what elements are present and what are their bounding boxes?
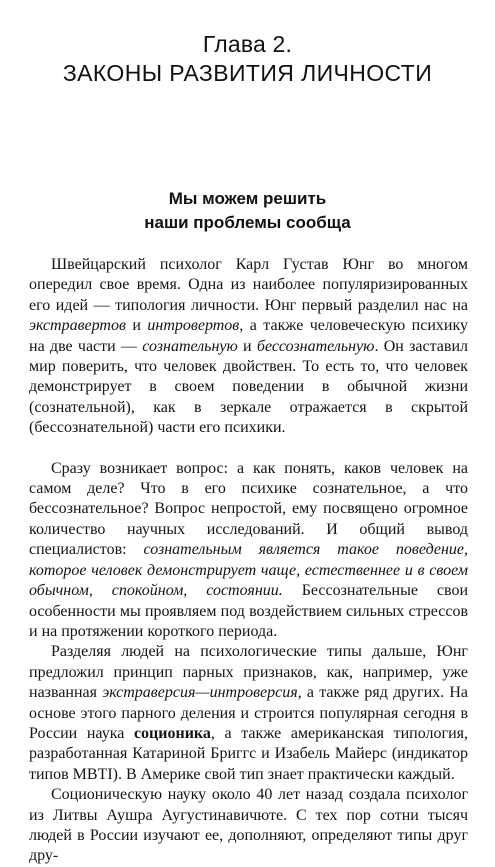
chapter-number: Глава 2. xyxy=(202,31,293,57)
text-run: , а также человеческую психику на две части — xyxy=(29,317,469,355)
section-title xyxy=(0,187,495,235)
text-run: Швейцарский психолог Карл Густав Юнг во многом опередил свое время. Одна из наиболее популяризированных его идей — типология личности. Юнг первый разделил нас на xyxy=(29,256,468,314)
paragraph-4 xyxy=(29,785,468,867)
italic-term: экстраверсия—интроверсия xyxy=(102,684,298,702)
text-run: . Он заставил мир поверить, что человек двойствен. То есть то, что человек демонстрирует в своем поведении в обычной жизни (сознательной), как в зеркале отражается в скрытой (бессознательной) части его психики. xyxy=(29,337,469,437)
section-title-line-2: наши проблемы сообща xyxy=(144,213,351,232)
text-run: Бессознательные свои особенности мы проявляем под воздействием сильных стрессов и на протяжении короткого периода. xyxy=(29,582,468,640)
text-run: Разделяя людей на психологические типы дальше, Юнг предложил принцип парных признаков, как, например, уже названная xyxy=(29,643,468,702)
bold-term: соционика xyxy=(133,724,211,742)
italic-term: бессознательную xyxy=(256,337,375,355)
paragraph-1 xyxy=(29,255,468,439)
chapter-heading xyxy=(0,30,495,88)
body-text xyxy=(29,255,468,867)
chapter-title: ЗАКОНЫ РАЗВИТИЯ ЛИЧНОСТИ xyxy=(62,60,433,86)
text-run: Соционическую науку около 40 лет назад создала психолог из Литвы Аушра Аугустинавичюте. С тех пор сотни тысяч людей в России изучают ее, дополняют, определяют типы друг дру- xyxy=(29,786,468,865)
italic-term: экстравертов xyxy=(29,317,126,335)
italic-term: интровертов xyxy=(147,317,240,335)
text-run: и xyxy=(237,337,257,355)
paragraph-2 xyxy=(29,459,468,643)
text-run: , а также ряд других. На основе этого парного деления и строится популярная сегодня в России наука xyxy=(29,684,468,742)
paragraph-3 xyxy=(29,642,468,785)
text-run: Сразу возникает вопрос: а как понять, каков человек на самом деле? Что в его психике сознательное, а что бессознательное? Вопрос непростой, ему посвящено огромное количество научных исследований. И общий вывод специалистов: xyxy=(29,459,468,559)
italic-definition: сознательным является такое поведение, которое человек демонстрирует чаще, естественнее и в своем обычном, спокойном, состоянии. xyxy=(29,541,468,600)
text-run: , а также американская типология, разработанная Катариной Бриггс и Изабель Майерс (индикатор типов MBTI). В Америке свой тип знает практически каждый. xyxy=(29,724,468,783)
italic-term: сознательную xyxy=(142,337,238,355)
text-run: и xyxy=(125,317,148,335)
section-title-line-1: Мы можем решить xyxy=(168,189,327,208)
